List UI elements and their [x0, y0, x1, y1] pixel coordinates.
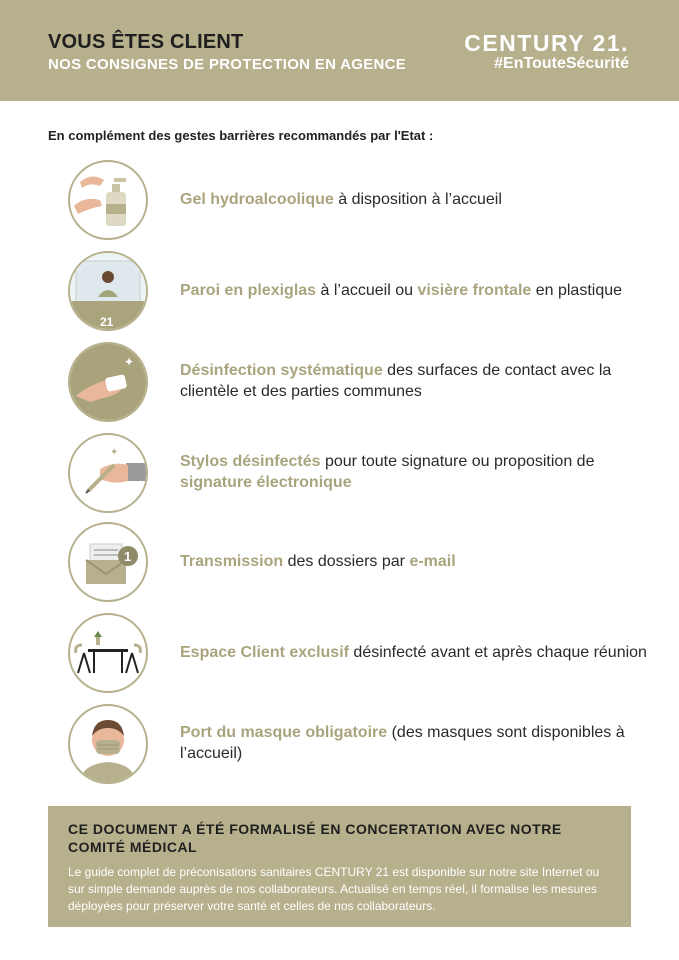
- footer-text: Le guide complet de préconisations sanitaires CENTURY 21 est disponible sur notre site Internet ou sur simple demande auprès de nos collaborateurs. Actualisé en temps réel, il formalise les mesures déployées pour préserver votre santé et celles de nos collaborateurs.: [68, 865, 600, 913]
- header-banner: [0, 0, 679, 101]
- svg-text:✦: ✦: [124, 355, 135, 369]
- measure-text: Port du masque obligatoire (des masques sont disponibles à l’accueil): [180, 724, 625, 762]
- measure-item-disinfection: [68, 342, 658, 424]
- measure-item-plexiglass: [68, 251, 658, 333]
- brand-hashtag: #EnTouteSécurité: [494, 55, 629, 72]
- plexiglass-screen-icon: [68, 251, 148, 331]
- hand-sanitizer-icon: [68, 160, 148, 240]
- measure-text: Gel hydroalcoolique à disposition à l’accueil: [180, 190, 502, 208]
- face-mask-icon: [68, 704, 148, 784]
- measure-item-client-space: [68, 613, 658, 695]
- disinfect-surface-icon: [68, 342, 148, 422]
- pen-signature-icon: [68, 433, 148, 513]
- measure-text: Transmission des dossiers par e-mail: [180, 552, 456, 570]
- measure-text: Espace Client exclusif désinfecté avant et après chaque réunion: [180, 643, 647, 661]
- measure-text: Stylos désinfectés pour toute signature ou proposition de signature électronique: [180, 453, 595, 491]
- plexi-badge: 21: [100, 315, 114, 329]
- measure-text: Désinfection systématique des surfaces de contact avec la clientèle et des parties communes: [180, 362, 612, 400]
- envelope-badge: 1: [124, 549, 132, 564]
- measure-text: Paroi en plexiglas à l’accueil ou visière frontale en plastique: [180, 281, 623, 299]
- measure-item-sanitizer: [68, 160, 658, 242]
- page-subtitle: NOS CONSIGNES DE PROTECTION EN AGENCE: [48, 56, 407, 73]
- intro-text: En complément des gestes barrières recommandés par l'Etat :: [48, 128, 434, 143]
- svg-text:✦: ✦: [110, 447, 119, 458]
- footer-title: CE DOCUMENT A ÉTÉ FORMALISÉ EN CONCERTATION AVEC NOTRE COMITÉ MÉDICAL: [68, 821, 562, 855]
- email-envelope-icon: [68, 522, 148, 602]
- measure-item-mask: [68, 704, 658, 786]
- measure-item-pens: [68, 433, 658, 515]
- page-title: VOUS ÊTES CLIENT: [48, 31, 244, 53]
- measure-item-email: [68, 522, 658, 604]
- meeting-table-icon: [68, 613, 148, 693]
- footer-box: [48, 806, 631, 927]
- brand-logo: CENTURY 21.: [464, 30, 629, 56]
